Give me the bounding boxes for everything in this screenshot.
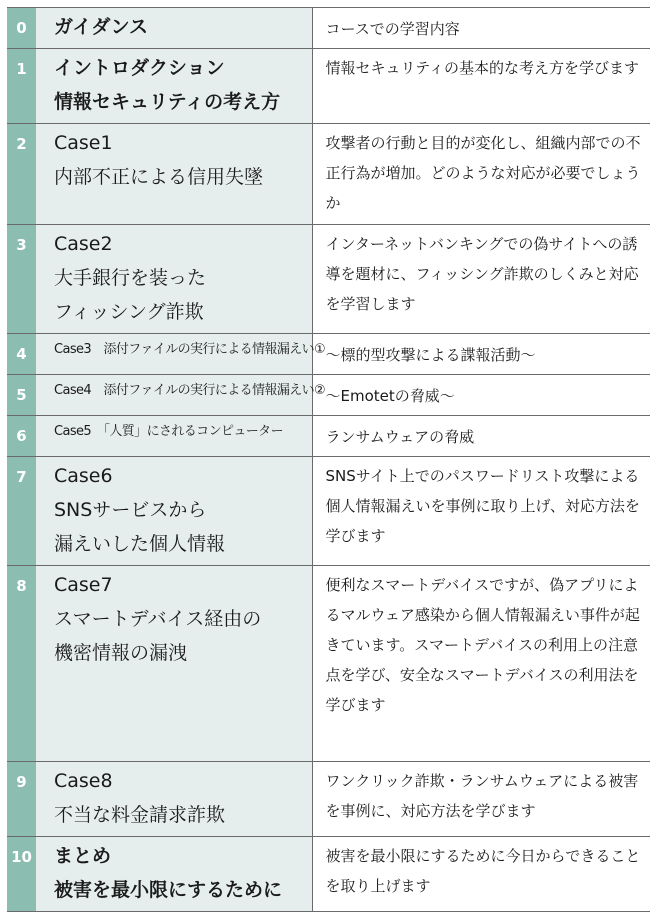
row-number: 9 [7,762,36,837]
row-title: まとめ 被害を最小限にするために [36,837,312,912]
row-description: インターネットバンキングでの偽サイトへの誘導を題材に、フィッシング詐欺のしくみと対応を学習します [312,225,650,334]
row-title: Case4 添付ファイルの実行による情報漏えい② [36,375,312,416]
row-title: Case7 スマートデバイス経由の 機密情報の漏洩 [36,566,312,762]
row-title: Case6 SNSサービスから 漏えいした個人情報 [36,457,312,566]
table-row [7,762,650,837]
row-description: ワンクリック詐欺・ランサムウェアによる被害を事例に、対応方法を学びます [312,762,650,837]
table-row [7,837,650,912]
table-row [7,8,650,49]
table-row [7,566,650,762]
row-number: 4 [7,334,36,375]
row-number: 0 [7,8,36,49]
row-description: 便利なスマートデバイスですが、偽アプリによるマルウェア感染から個人情報漏えい事件が起きています。スマートデバイスの利用上の注意点を学び、安全なスマートデバイスの利用法を学びます [312,566,650,762]
row-description: 情報セキュリティの基本的な考え方を学びます [312,49,650,124]
row-number: 2 [7,124,36,225]
row-number: 6 [7,416,36,457]
table-row [7,375,650,416]
table-row [7,49,650,124]
table-row [7,124,650,225]
row-description: 〜標的型攻撃による諜報活動〜 [312,334,650,375]
course-table [7,7,650,912]
table-row [7,225,650,334]
table-row [7,334,650,375]
row-number: 5 [7,375,36,416]
table-row [7,457,650,566]
row-title: Case3 添付ファイルの実行による情報漏えい① [36,334,312,375]
row-number: 1 [7,49,36,124]
row-title: イントロダクション 情報セキュリティの考え方 [36,49,312,124]
row-title: Case1 内部不正による信用失墜 [36,124,312,225]
row-number: 3 [7,225,36,334]
row-description: 被害を最小限にするために今日からできることを取り上げます [312,837,650,912]
row-description: SNSサイト上でのパスワードリスト攻撃による個人情報漏えいを事例に取り上げ、対応方法を学びます [312,457,650,566]
row-title: Case2 大手銀行を装った フィッシング詐欺 [36,225,312,334]
row-description: コースでの学習内容 [312,8,650,49]
row-title: ガイダンス [36,8,312,49]
table-row [7,416,650,457]
row-number: 10 [7,837,36,912]
row-title: Case5 「人質」にされるコンピューター [36,416,312,457]
row-description: 攻撃者の行動と目的が変化し、組織内部での不正行為が増加。どのような対応が必要でしょうか [312,124,650,225]
row-description: ランサムウェアの脅威 [312,416,650,457]
row-description: 〜Emotetの脅威〜 [312,375,650,416]
row-title: Case8 不当な料金請求詐欺 [36,762,312,837]
row-number: 8 [7,566,36,762]
row-number: 7 [7,457,36,566]
